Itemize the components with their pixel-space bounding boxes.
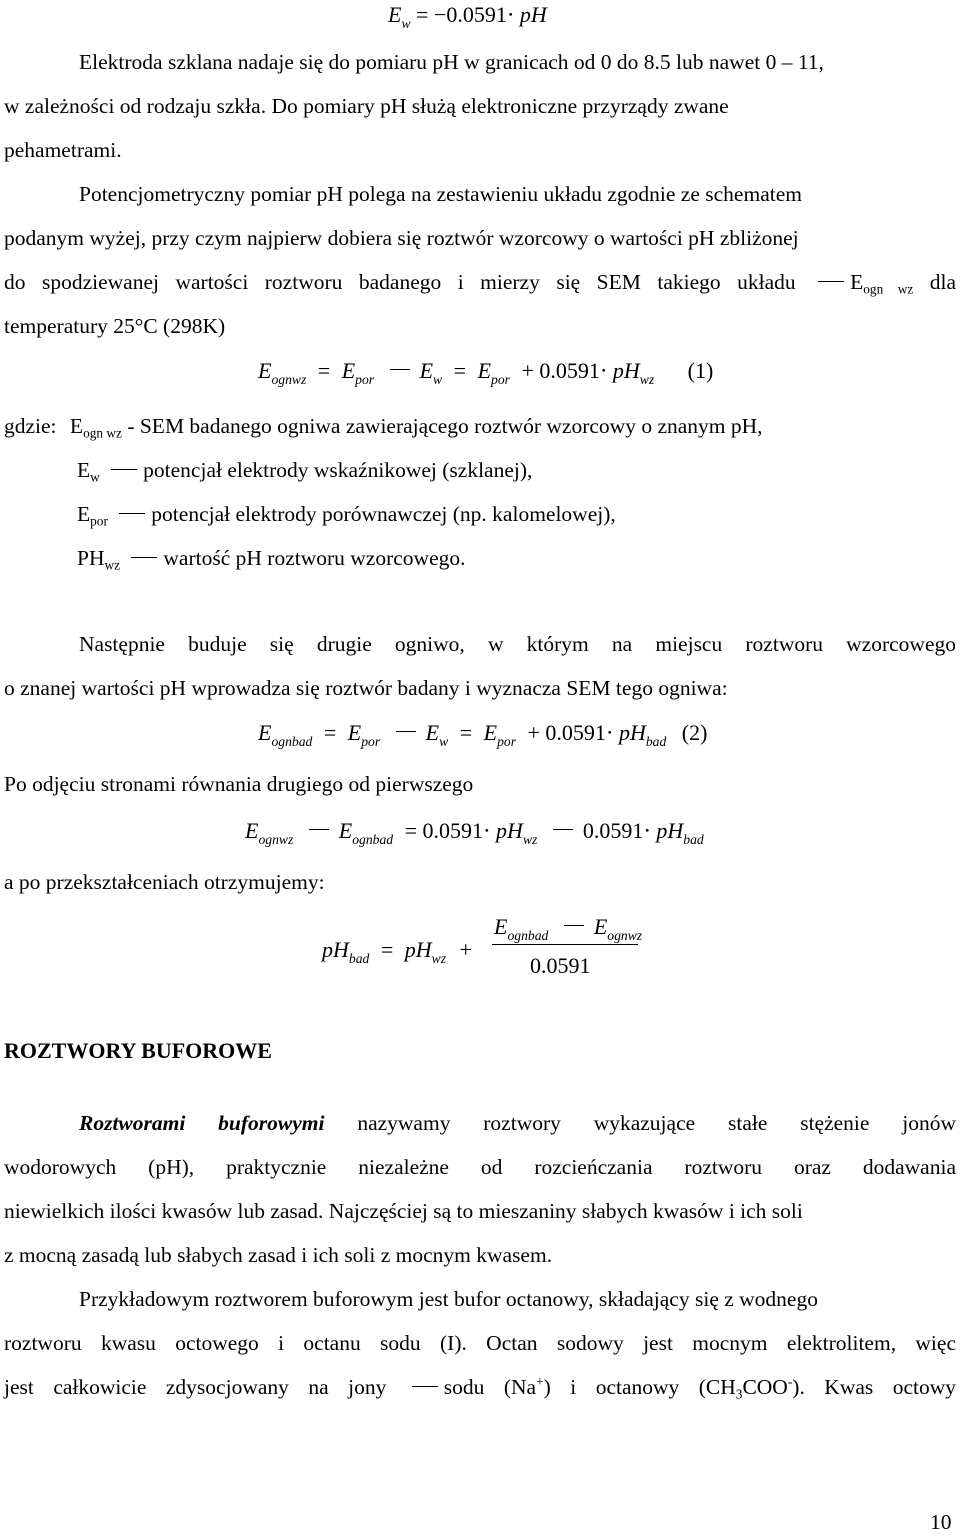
paragraph-2-line-3: [4, 270, 956, 295]
eq1-symbol: E: [258, 358, 272, 383]
paragraph-6-line-1-text: nazywamy roztwory wykazujące stałe stężenie jonów: [357, 1111, 957, 1135]
dash-symbol: [131, 557, 157, 558]
section-heading: ROZTWORY BUFOROWE: [4, 1038, 272, 1063]
minus-symbol: [396, 731, 416, 732]
eq3-symbol: E: [245, 818, 259, 843]
paragraph-7-line-3-text: ) i octanowy (CH: [543, 1375, 736, 1399]
eq1-subscript: ognwz: [271, 372, 307, 388]
eq3-ph: pH: [656, 818, 684, 843]
eq3-subscript: wz: [522, 832, 538, 848]
paragraph-7-line-2-text: roztworu kwasu octowego i octanu sodu (I). Octan sodowy jest mocnym elektrolitem, więc: [4, 1331, 956, 1355]
dash-symbol: [412, 1386, 438, 1387]
eq3-subscript: ognbad: [352, 832, 394, 848]
definition-symbol: E: [77, 458, 91, 482]
paragraph-6-line-1: [79, 1111, 956, 1136]
paragraph-3-line-1: [79, 632, 956, 657]
equation-number: (1): [687, 358, 714, 383]
eq1-equals: =: [317, 358, 331, 383]
emphasized-term: Roztworami buforowymi: [79, 1111, 325, 1135]
definition-symbol: PH: [77, 546, 105, 570]
paragraph-1-line-3: pehametrami.: [4, 138, 122, 162]
eq2-symbol: E: [425, 720, 440, 745]
definition-2: [77, 458, 532, 483]
dash-symbol: [119, 513, 145, 514]
eq2-subscript: por: [361, 734, 381, 750]
definition-4: [77, 546, 466, 571]
paragraph-7-line-3-text: COO: [742, 1375, 788, 1399]
paragraph-6-line-4: z mocną zasadą lub słabych zasad i ich soli z mocnym kwasem.: [4, 1243, 553, 1267]
definition-symbol: E: [69, 414, 84, 438]
eq1-equals: =: [453, 358, 467, 383]
eq-subscript: w: [401, 16, 411, 32]
paragraph-7-line-3: [4, 1375, 956, 1400]
minus-symbol: [564, 925, 584, 926]
equation-number: (2): [681, 720, 708, 745]
eq4-symbol: E: [593, 914, 608, 939]
definition-symbol: E: [77, 502, 91, 526]
paragraph-2-line-1: Potencjometryczny pomiar pH polega na zestawieniu układu zgodnie ze schematem: [79, 182, 802, 206]
eq3-symbol: E: [338, 818, 353, 843]
minus-symbol: [553, 829, 573, 830]
eq4-plus: +: [459, 937, 472, 962]
minus-symbol: [309, 829, 329, 830]
eq1-plus: + 0.0591⋅: [521, 358, 608, 383]
subscript: 3: [735, 1386, 743, 1402]
paragraph-4-line-1: Po odjęciu stronami równania drugiego od pierwszego: [4, 772, 474, 796]
eq3-subscript: bad: [683, 832, 704, 848]
eq3-coefficient: 0.0591⋅: [582, 818, 651, 843]
eq3-subscript: ognwz: [258, 832, 294, 848]
eq2-plus: + 0.0591⋅: [527, 720, 614, 745]
equation-4-lhs: [322, 937, 472, 967]
definition-text: potencjał elektrody wskaźnikowej (szklanej),: [143, 458, 533, 482]
eq1-subscript: wz: [639, 372, 655, 388]
eq4-subscript: bad: [348, 951, 370, 967]
definition-text: - SEM badanego ogniwa zawierającego roztwór wzorcowy o znanym pH,: [127, 414, 763, 438]
paragraph-3-line-2: o znanej wartości pH wprowadza się roztwór badany i wyznacza SEM tego ogniwa:: [4, 676, 728, 700]
page-number: 10: [930, 1510, 952, 1534]
eq4-ph: pH: [404, 937, 432, 962]
eq3-middle: = 0.0591⋅: [404, 818, 491, 843]
eq4-symbol: E: [494, 914, 508, 939]
eq4-subscript: wz: [431, 951, 447, 967]
eq1-ph: pH: [612, 358, 640, 383]
superscript: +: [536, 1374, 544, 1390]
superscript: -: [787, 1374, 793, 1390]
eq2-symbol: E: [483, 720, 498, 745]
paragraph-1-line-1: Elektroda szklana nadaje się do pomiaru pH w granicach od 0 do 8.5 lub nawet 0 – 11,: [79, 50, 824, 74]
definition-3: [77, 502, 616, 527]
paragraph-6-line-3: niewielkich ilości kwasów lub zasad. Najczęściej są to mieszaniny słabych kwasów i ich soli: [4, 1199, 803, 1223]
fraction-denominator: 0.0591: [530, 953, 591, 978]
eq-symbol: E: [388, 2, 402, 27]
eq2-symbol: E: [258, 720, 272, 745]
eq2-symbol: E: [347, 720, 362, 745]
equation-2: [258, 720, 708, 750]
paragraph-1-line-2: w zależności od rodzaju szkła. Do pomiary pH służą elektroniczne przyrządy zwane: [4, 94, 729, 118]
paragraph-3-line-1-text: Następnie buduje się drugie ogniwo, w którym na miejscu roztworu wzorcowego: [79, 632, 956, 656]
eq3-ph: pH: [496, 818, 523, 843]
eq4-equals: =: [380, 937, 394, 962]
eq1-subscript: por: [491, 372, 510, 388]
eq1-subscript: w: [433, 372, 443, 388]
paragraph-2-line-3-text: do spodziewanej wartości roztworu badanego i mierzy się SEM takiego układu: [4, 270, 796, 294]
eq2-subscript: por: [497, 734, 516, 750]
eq2-subscript: ognbad: [271, 734, 313, 750]
definition-subscript: wz: [104, 557, 121, 573]
equation-3: [245, 818, 704, 848]
definition-text: potencjał elektrody porównawczej (np. kalomelowej),: [151, 502, 616, 526]
eq-ph: pH: [519, 2, 547, 27]
paragraph-5-line-1: a po przekształceniach otrzymujemy:: [4, 870, 325, 894]
paragraph-2-line-3-symbol: E: [850, 270, 864, 294]
definition-text: wartość pH roztworu wzorcowego.: [163, 546, 466, 570]
definitions-label: gdzie:: [4, 414, 57, 438]
definition-subscript: por: [90, 513, 108, 529]
paragraph-2-line-2: podanym wyżej, przy czym najpierw dobiera się roztwór wzorcowy o wartości pH zbliżonej: [4, 226, 799, 250]
eq4-subscript: ognwz: [607, 928, 643, 944]
eq4-ph: pH: [322, 937, 349, 962]
eq2-equals: =: [323, 720, 337, 745]
eq2-subscript: bad: [645, 734, 667, 750]
definition-subscript: w: [90, 469, 100, 485]
paragraph-2-line-3-end: dla: [929, 270, 956, 294]
fraction-numerator: [494, 914, 643, 944]
paragraph-2-line-4: temperatury 25°C (298K): [4, 314, 226, 338]
paragraph-7-line-3-text: ). Kwas octowy: [792, 1375, 957, 1399]
fraction-bar: [492, 944, 638, 945]
paragraph-7-line-2: [4, 1331, 956, 1356]
eq1-symbol: E: [419, 358, 434, 383]
header-equation: [388, 2, 547, 32]
eq1-subscript: por: [355, 372, 375, 388]
paragraph-7-line-3-text: sodu (Na: [443, 1375, 537, 1399]
dash-symbol: [818, 281, 844, 282]
eq2-subscript: w: [439, 734, 449, 750]
equation-1: [258, 358, 714, 388]
eq4-subscript: ognbad: [507, 928, 549, 944]
eq2-ph: pH: [618, 720, 646, 745]
eq1-symbol: E: [477, 358, 492, 383]
eq-rhs: = −0.0591⋅: [416, 2, 515, 27]
eq1-symbol: E: [341, 358, 356, 383]
dash-symbol: [111, 469, 137, 470]
paragraph-6-line-2: [4, 1155, 956, 1180]
paragraph-7-line-1: Przykładowym roztworem buforowym jest bufor octanowy, składający się z wodnego: [79, 1287, 818, 1311]
paragraph-7-line-3-text: jest całkowicie zdysocjowany na jony: [4, 1375, 387, 1399]
paragraph-2-line-3-subscript: ogn wz: [863, 281, 914, 297]
definition-subscript: ogn wz: [83, 425, 122, 441]
minus-symbol: [390, 369, 410, 370]
eq2-equals: =: [459, 720, 473, 745]
paragraph-6-line-2-text: wodorowych (pH), praktycznie niezależne od rozcieńczania roztworu oraz dodawania: [4, 1155, 956, 1179]
definition-1: [4, 414, 763, 439]
